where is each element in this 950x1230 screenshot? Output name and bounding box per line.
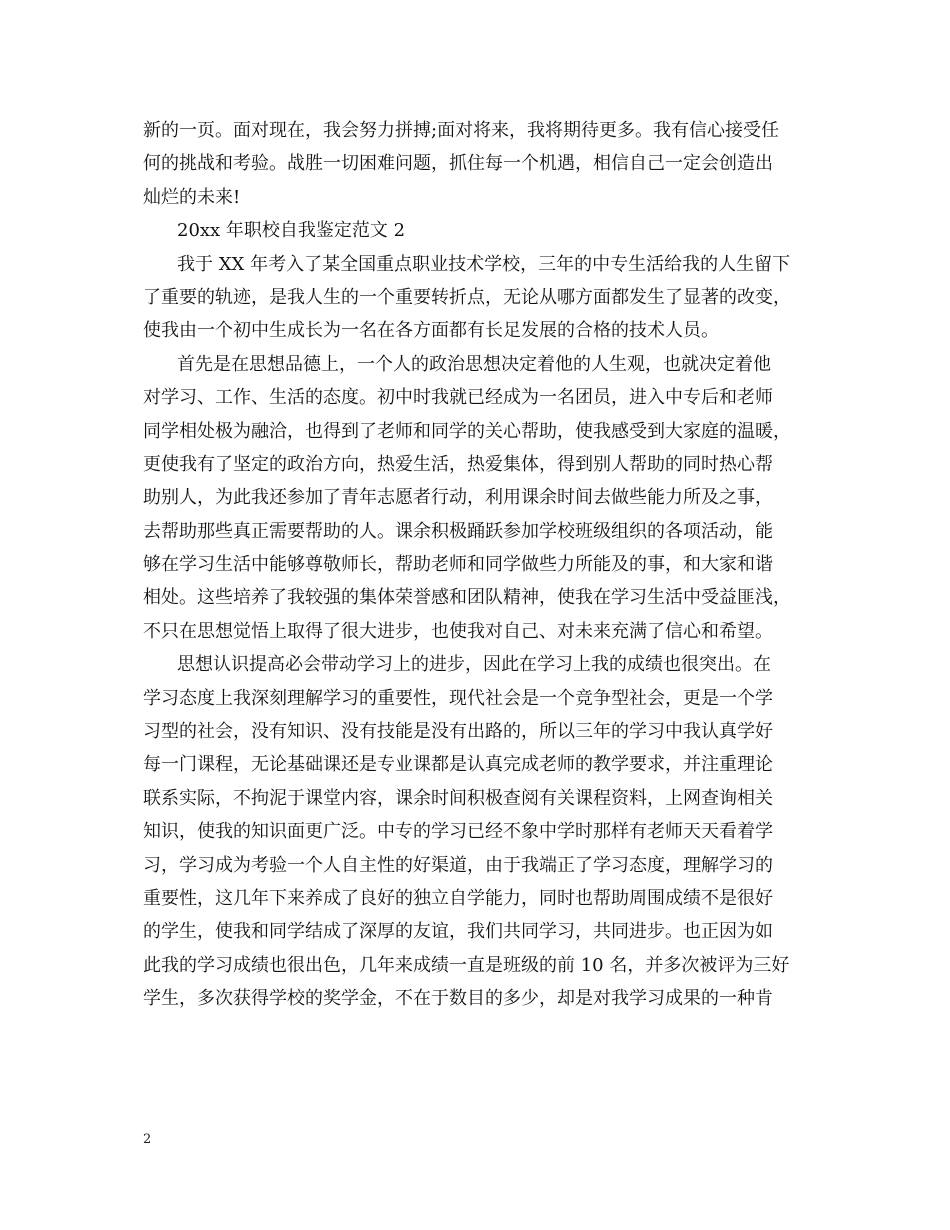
document-body	[143, 114, 823, 1016]
text-line: 的学生，使我和同学结成了深厚的友谊，我们共同学习，共同进步。也正因为如	[143, 921, 773, 943]
text-line: 习，学习成为考验一个人自主性的好渠道，由于我端正了学习态度，理解学习的	[143, 854, 773, 876]
page-number: 2	[143, 1132, 152, 1147]
text-line: 学生，多次获得学校的奖学金，不在于数目的多少，却是对我学习成果的一种肯	[143, 988, 773, 1010]
text-line: 何的挑战和考验。战胜一切困难问题，抓住每一个机遇，相信自己一定会创造出	[143, 153, 773, 175]
text-line: 对学习、工作、生活的态度。初中时我就已经成为一名团员，进入中专后和老师	[143, 387, 773, 409]
text-line: 思想认识提高必会带动学习上的进步，因此在学习上我的成绩也很突出。在	[177, 654, 771, 676]
text-line: 重要性，这几年下来养成了良好的独立自学能力，同时也帮助周围成绩不是很好	[143, 887, 773, 909]
text-line: 助别人，为此我还参加了青年志愿者行动，利用课余时间去做些能力所及之事，	[143, 487, 773, 509]
text-line: 20xx 年职校自我鉴定范文 2	[177, 220, 406, 242]
text-line: 习型的社会，没有知识、没有技能是没有出路的，所以三年的学习中我认真学好	[143, 721, 773, 743]
text-line: 使我由一个初中生成长为一名在各方面都有长足发展的合格的技术人员。	[143, 320, 719, 342]
text-line: 够在学习生活中能够尊敬师长，帮助老师和同学做些力所能及的事，和大家和谐	[143, 554, 773, 576]
text-line: 新的一页。面对现在，我会努力拼搏;面对将来，我将期待更多。我有信心接受任	[143, 120, 780, 141]
text-line: 学习态度上我深刻理解学习的重要性，现代社会是一个竞争型社会，更是一个学	[143, 687, 773, 709]
text-line: 更使我有了坚定的政治方向，热爱生活，热爱集体，得到别人帮助的同时热心帮	[143, 453, 773, 475]
text-line: 此我的学习成绩也很出色，几年来成绩一直是班级的前 10 名，并多次被评为三好	[143, 954, 790, 976]
text-line: 每一门课程，无论基础课还是专业课都是认真完成老师的教学要求，并注重理论	[143, 754, 773, 776]
text-line: 相处。这些培养了我较强的集体荣誉感和团队精神，使我在学习生活中受益匪浅，	[143, 587, 791, 609]
text-line: 去帮助那些真正需要帮助的人。课余积极踊跃参加学校班级组织的各项活动，能	[143, 520, 773, 542]
text-line: 我于 XX 年考入了某全国重点职业技术学校，三年的中专生活给我的人生留下	[177, 253, 791, 275]
text-line: 知识，使我的知识面更广泛。中专的学习已经不象中学时那样有老师天天看着学	[143, 821, 773, 843]
text-line: 了重要的轨迹，是我人生的一个重要转折点，无论从哪方面都发生了显著的改变，	[143, 286, 791, 308]
text-line: 灿烂的未来!	[143, 186, 241, 208]
text-line: 首先是在思想品德上，一个人的政治思想决定着他的人生观，也就决定着他	[177, 353, 771, 375]
text-line: 联系实际，不拘泥于课堂内容，课余时间积极查阅有关课程资料，上网查询相关	[143, 787, 773, 809]
text-line: 同学相处极为融洽，也得到了老师和同学的关心帮助，使我感受到大家庭的温暖，	[143, 420, 791, 442]
text-line: 不只在思想觉悟上取得了很大进步，也使我对自己、对未来充满了信心和希望。	[143, 620, 773, 642]
